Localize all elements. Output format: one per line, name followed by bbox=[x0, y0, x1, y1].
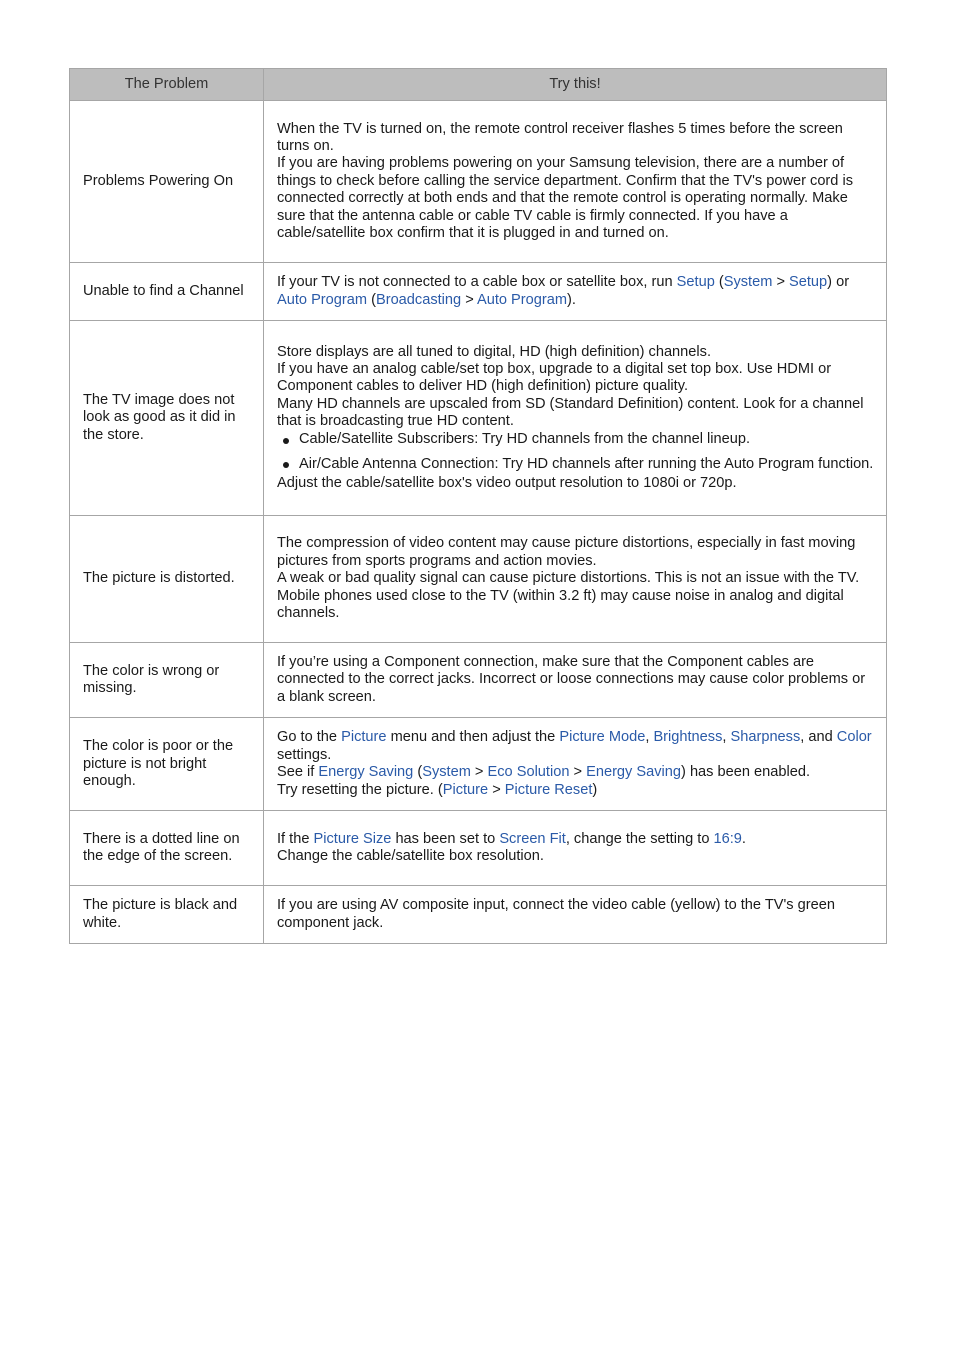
broadcasting-link[interactable]: Broadcasting bbox=[375, 291, 462, 308]
column-header-problem: The Problem bbox=[70, 69, 264, 101]
text-run: , change the setting to bbox=[565, 830, 714, 847]
auto-program-link[interactable]: Auto Program bbox=[476, 291, 568, 308]
table-row bbox=[70, 811, 887, 886]
solution-line: Many HD channels are upscaled from SD (Standard Definition) content. Look for a channel that is broadcasting true HD content. bbox=[277, 395, 864, 430]
setup-link[interactable]: Setup bbox=[789, 274, 828, 291]
text-run: If the bbox=[277, 830, 314, 847]
text-run: > bbox=[470, 764, 488, 781]
text-run: > bbox=[461, 291, 477, 308]
problem-text: The color is wrong or missing. bbox=[83, 662, 220, 697]
table-header-row bbox=[70, 69, 887, 101]
text-run: ( bbox=[413, 764, 423, 781]
solution-line: If you have an analog cable/set top box, upgrade to a digital set top box. Use HDMI or Component cables to deliver HD (high definition) picture quality. bbox=[277, 360, 832, 395]
table-row bbox=[70, 718, 887, 811]
solution-cell bbox=[264, 886, 887, 944]
problem-text: The picture is black and white. bbox=[83, 897, 238, 931]
problem-cell bbox=[70, 718, 264, 811]
table-row bbox=[70, 101, 887, 263]
text-run: See if bbox=[277, 764, 319, 781]
solution-line: Adjust the cable/satellite box's video output resolution to 1080i or 720p. bbox=[277, 475, 737, 492]
auto-program-link[interactable]: Auto Program bbox=[277, 291, 368, 308]
text-run: , bbox=[722, 729, 731, 746]
text-run: , and bbox=[800, 729, 837, 746]
column-header-try-this: Try this! bbox=[264, 69, 887, 101]
bullet-item bbox=[277, 453, 874, 475]
table-row bbox=[70, 516, 887, 643]
energy-saving-link[interactable]: Energy Saving bbox=[318, 764, 414, 781]
text-run: . bbox=[741, 830, 746, 847]
table-row bbox=[70, 643, 887, 718]
text-run: ) or bbox=[827, 274, 850, 291]
text-run: ( bbox=[714, 274, 724, 291]
text-run: > bbox=[569, 764, 587, 781]
solution-line bbox=[277, 831, 874, 848]
solution-line: Change the cable/satellite box resolution. bbox=[277, 848, 544, 865]
problem-text: The TV image does not look as good as it did in the store. bbox=[83, 391, 236, 443]
bullet-list bbox=[277, 431, 874, 475]
solution-line bbox=[277, 274, 874, 309]
solution-line: A weak or bad quality signal can cause picture distortions. This is not an issue with the TV. bbox=[277, 570, 860, 587]
problem-cell bbox=[70, 321, 264, 516]
system-link[interactable]: System bbox=[422, 764, 471, 781]
eco-solution-link[interactable]: Eco Solution bbox=[487, 764, 570, 781]
problem-cell bbox=[70, 263, 264, 321]
picture-reset-link[interactable]: Picture Reset bbox=[504, 781, 593, 798]
text-run: > bbox=[772, 274, 790, 291]
ratio-16-9-link[interactable]: 16:9 bbox=[713, 830, 742, 847]
picture-link[interactable]: Picture bbox=[442, 781, 489, 798]
bullet-item bbox=[277, 431, 874, 448]
solution-cell bbox=[264, 516, 887, 643]
setup-link[interactable]: Setup bbox=[676, 274, 715, 291]
picture-link[interactable]: Picture bbox=[341, 729, 387, 746]
solution-line: If you are using AV composite input, connect the video cable (yellow) to the TV's green component jack. bbox=[277, 897, 835, 931]
table-row bbox=[70, 321, 887, 516]
solution-line: Store displays are all tuned to digital, HD (high definition) channels. bbox=[277, 343, 712, 360]
problem-text: Problems Powering On bbox=[83, 172, 234, 189]
text-run: Go to the bbox=[277, 729, 342, 746]
picture-size-link[interactable]: Picture Size bbox=[313, 830, 392, 847]
screen-fit-link[interactable]: Screen Fit bbox=[499, 830, 566, 847]
solution-line: When the TV is turned on, the remote control receiver flashes 5 times before the screen turns on. bbox=[277, 120, 843, 154]
bullet-text: Cable/Satellite Subscribers: Try HD channels from the channel lineup. bbox=[299, 430, 751, 447]
energy-saving-link[interactable]: Energy Saving bbox=[586, 764, 682, 781]
solution-line: If you’re using a Component connection, make sure that the Component cables are connected to the correct jacks. Incorrect or loose connections may cause color problems or a blank screen. bbox=[277, 654, 866, 705]
problem-cell bbox=[70, 101, 264, 263]
solution-line: Mobile phones used close to the TV (within 3.2 ft) may cause noise in analog and digital channels. bbox=[277, 587, 844, 622]
problem-cell bbox=[70, 886, 264, 944]
problem-cell bbox=[70, 643, 264, 718]
text-run: ( bbox=[367, 291, 376, 308]
troubleshooting-table bbox=[69, 68, 887, 944]
sharpness-link[interactable]: Sharpness bbox=[730, 729, 801, 746]
color-link[interactable]: Color bbox=[836, 729, 872, 746]
solution-line: If you are having problems powering on your Samsung television, there are a number of things to check before calling the service department. Confirm that the TV's power cord is connected correctly at both ends and that the remote control is operating normally. Make sure that the antenna cable or cable TV cable is firmly connected. If you have a cable/satellite box confirm that it is plugged in and turned on. bbox=[277, 155, 854, 242]
solution-line bbox=[277, 729, 874, 764]
solution-cell bbox=[264, 263, 887, 321]
text-run: > bbox=[488, 781, 505, 798]
text-run: ) has been enabled. bbox=[681, 764, 811, 781]
picture-mode-link[interactable]: Picture Mode bbox=[559, 729, 646, 746]
text-run: ). bbox=[567, 291, 576, 308]
solution-line bbox=[277, 782, 874, 799]
problem-text: The picture is distorted. bbox=[83, 570, 235, 587]
table-row bbox=[70, 886, 887, 944]
brightness-link[interactable]: Brightness bbox=[653, 729, 723, 746]
solution-line bbox=[277, 764, 874, 781]
text-run: If your TV is not connected to a cable box or satellite box, run bbox=[277, 274, 677, 291]
text-run: has been set to bbox=[391, 830, 500, 847]
bullet-text: Air/Cable Antenna Connection: Try HD channels after running the Auto Program function. bbox=[299, 456, 874, 473]
text-run: ) bbox=[592, 781, 598, 798]
solution-cell bbox=[264, 321, 887, 516]
text-run: , bbox=[645, 729, 654, 746]
text-run: menu and then adjust the bbox=[386, 729, 560, 746]
solution-cell bbox=[264, 643, 887, 718]
table-row bbox=[70, 263, 887, 321]
text-run: settings. bbox=[277, 746, 332, 763]
system-link[interactable]: System bbox=[723, 274, 773, 291]
solution-cell bbox=[264, 811, 887, 886]
problem-cell bbox=[70, 811, 264, 886]
solution-line: The compression of video content may cause picture distortions, especially in fast moving pictures from sports programs and action movies. bbox=[277, 535, 856, 569]
problem-text: The color is poor or the picture is not bright enough. bbox=[83, 738, 234, 789]
solution-cell bbox=[264, 718, 887, 811]
solution-cell bbox=[264, 101, 887, 263]
problem-cell bbox=[70, 516, 264, 643]
problem-text: There is a dotted line on the edge of the screen. bbox=[83, 830, 240, 865]
text-run: Try resetting the picture. ( bbox=[277, 781, 443, 798]
problem-text: Unable to find a Channel bbox=[83, 282, 244, 299]
